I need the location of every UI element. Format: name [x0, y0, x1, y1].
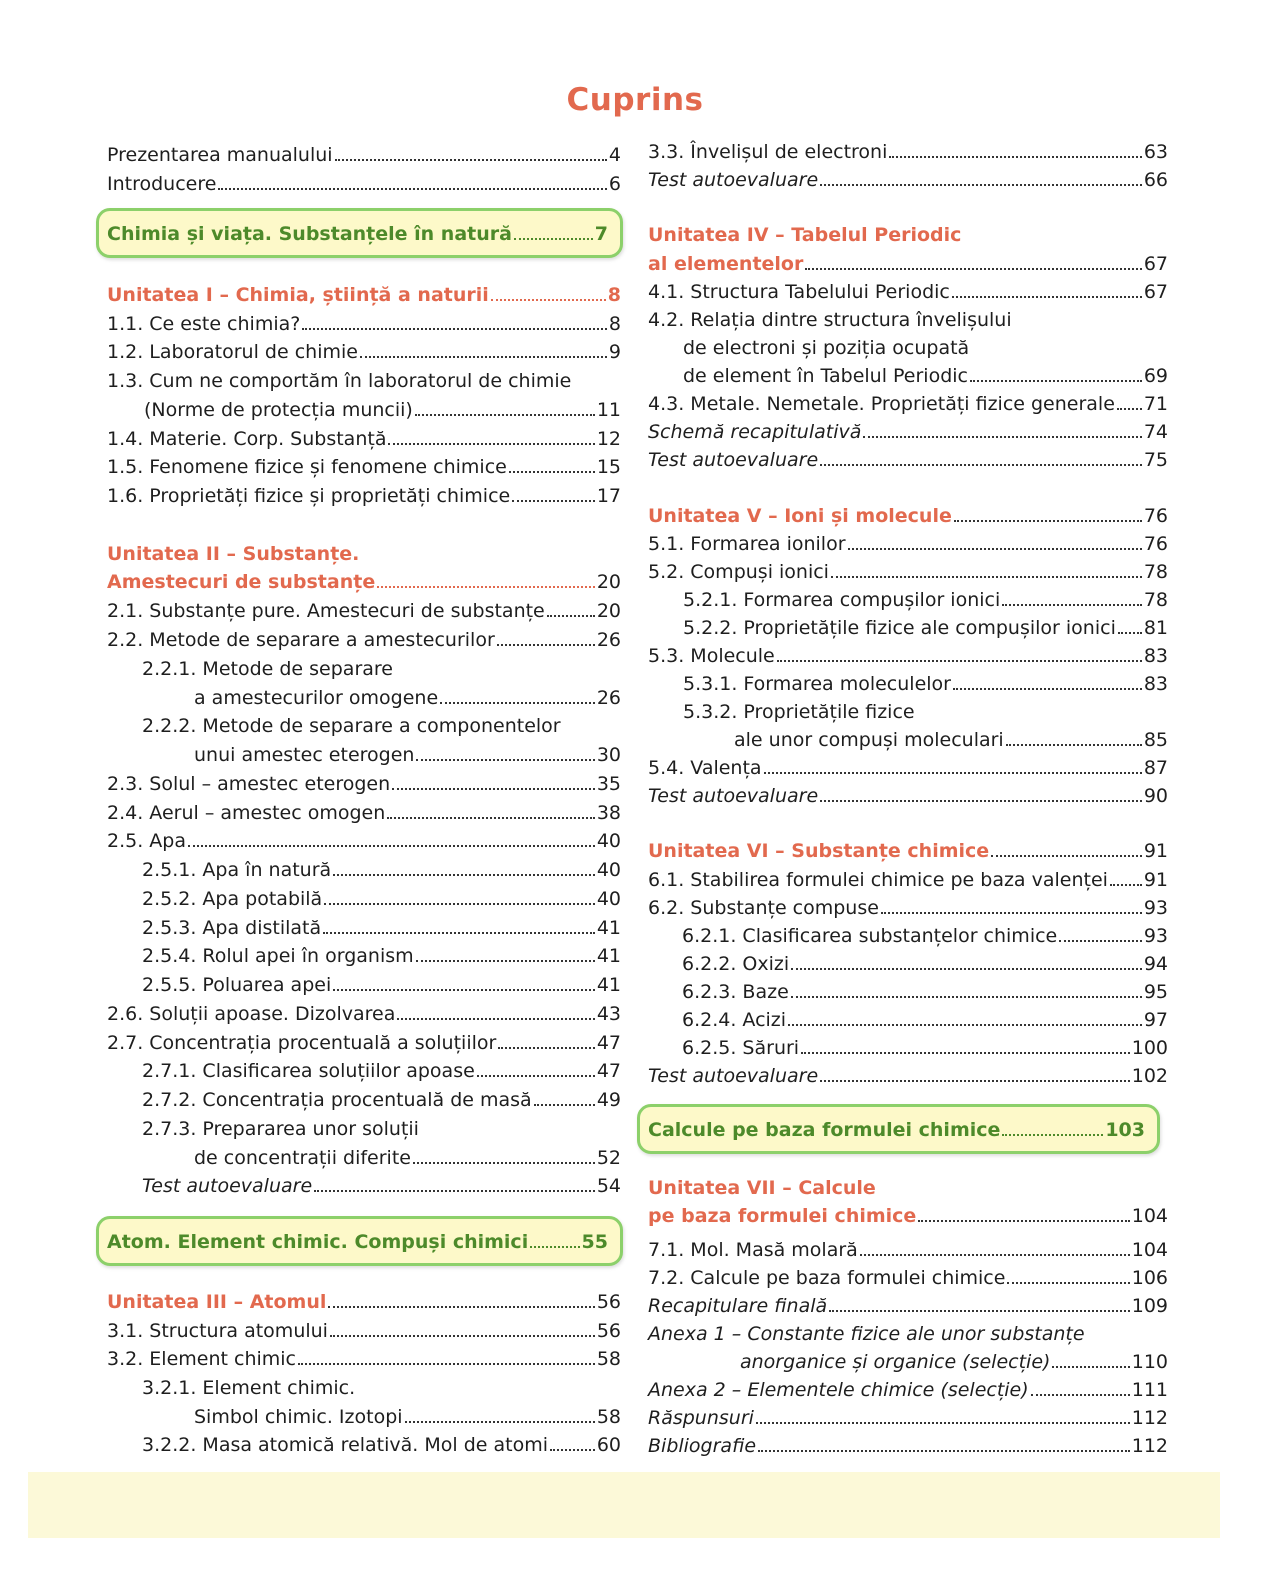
page-number: 93 [1143, 897, 1168, 919]
toc-entry[interactable]: de element în Tabelul Periodic 69 [683, 365, 1168, 387]
page-number: 83 [1143, 673, 1168, 695]
footer-band [28, 1472, 1220, 1538]
page-number: 12 [596, 428, 621, 450]
toc-entry[interactable]: 5.2.1. Formarea compușilor ionici 78 [683, 589, 1168, 611]
toc-entry[interactable]: Test autoevaluare 54 [142, 1175, 621, 1197]
page-number: 69 [1143, 365, 1168, 387]
toc-entry[interactable]: 7.1. Mol. Masă molară 104 [648, 1239, 1168, 1261]
page-number: 58 [596, 1406, 621, 1428]
toc-entry[interactable]: 5.2. Compuși ionici 78 [648, 561, 1168, 583]
toc-entry[interactable]: 2.7. Concentrația procentuală a soluțiilor 47 [107, 1032, 621, 1054]
page-number: 30 [596, 744, 621, 766]
toc-entry[interactable]: 6.2. Substanțe compuse 93 [648, 897, 1168, 919]
toc-entry[interactable]: Test autoevaluare 75 [648, 449, 1168, 471]
page-number: 93 [1143, 925, 1168, 947]
page-number: 75 [1143, 449, 1168, 471]
page-number: 8 [608, 313, 621, 335]
page-number: 60 [596, 1434, 621, 1456]
toc-entry[interactable]: 2.6. Soluții apoase. Dizolvarea 43 [107, 1003, 621, 1025]
page-number: 78 [1143, 589, 1168, 611]
toc-entry[interactable]: 1.4. Materie. Corp. Substanță 12 [107, 428, 621, 450]
toc-entry[interactable]: 6.2.1. Clasificarea substanțelor chimice 93 [682, 925, 1168, 947]
section-banner[interactable]: Atom. Element chimic. Compuși chimici 55 [96, 1216, 623, 1266]
toc-entry[interactable]: Recapitulare finală 109 [648, 1295, 1168, 1317]
toc-entry[interactable]: 3.2.1. Element chimic. [142, 1377, 356, 1399]
page-number: 83 [1143, 645, 1168, 667]
page-number: 40 [596, 888, 621, 910]
toc-entry[interactable]: unui amestec eterogen 30 [194, 744, 621, 766]
page-number: 7 [594, 223, 608, 245]
toc-entry[interactable]: 5.2.2. Proprietățile fizice ale compușilor ionici 81 [683, 617, 1168, 639]
page-number: 87 [1143, 757, 1168, 779]
toc-entry[interactable]: 2.7.1. Clasificarea soluțiilor apoase 47 [142, 1060, 621, 1082]
page-number: 95 [1143, 981, 1168, 1003]
page-number: 41 [596, 917, 621, 939]
page-number: 40 [596, 830, 621, 852]
page-number: 103 [1105, 1119, 1145, 1141]
page-number: 43 [596, 1003, 621, 1025]
toc-entry[interactable]: 2.4. Aerul – amestec omogen 38 [107, 802, 621, 824]
page-number: 97 [1143, 1009, 1168, 1031]
toc-entry[interactable]: 2.5.1. Apa în natură 40 [142, 859, 621, 881]
page-number: 112 [1131, 1407, 1168, 1429]
toc-entry[interactable]: 1.2. Laboratorul de chimie 9 [107, 341, 621, 363]
page-number: 90 [1143, 785, 1168, 807]
unit-heading[interactable]: Unitatea VII – Calcule [648, 1177, 876, 1199]
toc-entry[interactable]: 5.1. Formarea ionilor 76 [648, 533, 1168, 555]
page-number: 104 [1131, 1239, 1168, 1261]
page-number: 41 [596, 945, 621, 967]
unit-heading[interactable]: pe baza formulei chimice 104 [648, 1205, 1168, 1227]
toc-entry[interactable]: 3.1. Structura atomului 56 [107, 1320, 621, 1342]
toc-entry[interactable]: 2.7.3. Prepararea unor soluții [142, 1118, 419, 1140]
page-number: 38 [596, 802, 621, 824]
page-number: 47 [596, 1060, 621, 1082]
toc-entry[interactable]: 4.2. Relația dintre structura învelișului [648, 309, 1012, 331]
unit-heading[interactable]: Unitatea I – Chimia, știință a naturii 8 [107, 284, 621, 306]
toc-entry[interactable]: Test autoevaluare 102 [648, 1065, 1168, 1087]
unit-heading[interactable]: Unitatea II – Substanțe. [107, 543, 360, 565]
toc-entry[interactable]: Schemă recapitulativă 74 [648, 421, 1168, 443]
toc-entry[interactable]: 1.1. Ce este chimia? 8 [107, 313, 621, 335]
toc-entry[interactable]: Prezentarea manualului 4 [107, 144, 621, 166]
toc-entry[interactable]: Anexa 2 – Elementele chimice (selecție) 111 [648, 1379, 1168, 1401]
toc-entry[interactable]: Introducere 6 [107, 173, 621, 195]
toc-entry[interactable]: 5.4. Valența 87 [648, 757, 1168, 779]
toc-entry[interactable]: 1.6. Proprietăți fizice și proprietăți chimice 17 [107, 485, 621, 507]
toc-entry[interactable]: 2.2.2. Metode de separare a componentelor [142, 715, 561, 737]
toc-entry[interactable]: 3.2.2. Masa atomică relativă. Mol de atomi 60 [142, 1434, 621, 1456]
page-number: 35 [596, 773, 621, 795]
page-number: 63 [1143, 141, 1168, 163]
page-number: 8 [607, 284, 621, 306]
toc-entry[interactable]: Anexa 1 – Constante fizice ale unor substanțe [648, 1323, 1085, 1345]
page-number: 52 [596, 1147, 621, 1169]
toc-entry[interactable]: 2.5.5. Poluarea apei 41 [142, 974, 621, 996]
page-number: 47 [596, 1032, 621, 1054]
page-number: 67 [1143, 253, 1168, 275]
unit-heading[interactable]: Unitatea III – Atomul 56 [107, 1291, 621, 1313]
page-number: 41 [596, 974, 621, 996]
toc-entry[interactable]: 5.3.1. Formarea moleculelor 83 [683, 673, 1168, 695]
unit-heading[interactable]: Unitatea VI – Substanțe chimice 91 [648, 840, 1168, 862]
page-number: 17 [596, 485, 621, 507]
toc-entry[interactable]: 2.5.2. Apa potabilă 40 [142, 888, 621, 910]
page-number: 56 [596, 1320, 621, 1342]
page-number: 54 [596, 1175, 621, 1197]
toc-entry[interactable]: 2.2.1. Metode de separare [142, 658, 393, 680]
toc-entry[interactable]: 2.3. Solul – amestec eterogen 35 [107, 773, 621, 795]
page-number: 11 [596, 399, 621, 421]
page-number: 40 [596, 859, 621, 881]
toc-entry[interactable]: 2.7.2. Concentrația procentuală de masă 49 [142, 1089, 621, 1111]
page-number: 74 [1143, 421, 1168, 443]
page-title: Cuprins [566, 82, 704, 118]
toc-entry[interactable]: Simbol chimic. Izotopi 58 [194, 1406, 621, 1428]
page-number: 94 [1143, 953, 1168, 975]
toc-entry[interactable]: Test autoevaluare 66 [648, 169, 1168, 191]
page-number: 26 [596, 629, 621, 651]
toc-entry[interactable]: Răspunsuri 112 [648, 1407, 1168, 1429]
toc-entry[interactable]: 5.3. Molecule 83 [648, 645, 1168, 667]
toc-entry[interactable]: 2.5.3. Apa distilată 41 [142, 917, 621, 939]
toc-entry[interactable]: 2.5. Apa 40 [107, 830, 621, 852]
toc-entry[interactable]: 4.3. Metale. Nemetale. Proprietăți fizice generale 71 [648, 393, 1168, 415]
toc-entry[interactable]: Test autoevaluare 90 [648, 785, 1168, 807]
toc-entry[interactable]: (Norme de protecția muncii) 11 [144, 399, 621, 421]
toc-entry[interactable]: 7.2. Calcule pe baza formulei chimice 106 [648, 1267, 1168, 1289]
page-number: 20 [596, 571, 621, 593]
page-number: 76 [1143, 533, 1168, 555]
unit-heading[interactable]: Unitatea V – Ioni și molecule 76 [648, 505, 1168, 527]
page-number: 55 [581, 1231, 608, 1253]
page-number: 20 [596, 600, 621, 622]
page-number: 6 [608, 173, 621, 195]
page-number: 111 [1131, 1379, 1168, 1401]
toc-entry[interactable]: Bibliografie 112 [648, 1435, 1168, 1457]
page-number: 100 [1131, 1037, 1168, 1059]
page-number: 58 [596, 1348, 621, 1370]
page-number: 49 [596, 1089, 621, 1111]
page-number: 67 [1143, 281, 1168, 303]
page-number: 85 [1143, 729, 1168, 751]
toc-entry[interactable]: a amestecurilor omogene 26 [194, 687, 621, 709]
page-number: 81 [1143, 617, 1168, 639]
toc-entry[interactable]: ale unor compuși moleculari 85 [734, 729, 1168, 751]
toc-entry[interactable]: 6.2.5. Săruri 100 [682, 1037, 1168, 1059]
page-number: 26 [596, 687, 621, 709]
page-number: 9 [608, 341, 621, 363]
page-number: 102 [1131, 1065, 1168, 1087]
page-number: 66 [1143, 169, 1168, 191]
toc-entry[interactable]: 2.5.4. Rolul apei în organism 41 [142, 945, 621, 967]
toc-entry[interactable]: 6.2.4. Acizi 97 [682, 1009, 1168, 1031]
page-number: 76 [1143, 505, 1168, 527]
section-banner[interactable]: Calcule pe baza formulei chimice 103 [637, 1104, 1160, 1154]
toc-entry[interactable]: 6.1. Stabilirea formulei chimice pe baza valenței 91 [648, 869, 1168, 891]
page-number: 91 [1143, 869, 1168, 891]
section-banner[interactable]: Chimia și viața. Substanțele în natură 7 [96, 208, 623, 258]
page-number: 15 [596, 456, 621, 478]
unit-heading[interactable]: al elementelor 67 [648, 253, 1168, 275]
toc-entry[interactable]: de concentrații diferite 52 [194, 1147, 621, 1169]
toc-entry[interactable]: 6.2.3. Baze 95 [682, 981, 1168, 1003]
unit-heading[interactable]: Amestecuri de substanțe 20 [107, 571, 621, 593]
toc-entry[interactable]: 3.2. Element chimic 58 [107, 1348, 621, 1370]
page-number: 56 [596, 1291, 621, 1313]
page-number: 78 [1143, 561, 1168, 583]
page-number: 106 [1131, 1267, 1168, 1289]
toc-entry[interactable]: 6.2.2. Oxizi 94 [682, 953, 1168, 975]
page-number: 110 [1131, 1351, 1168, 1373]
unit-heading[interactable]: Unitatea IV – Tabelul Periodic [648, 224, 962, 246]
toc-entry[interactable]: 1.5. Fenomene fizice și fenomene chimice 15 [107, 456, 621, 478]
toc-entry[interactable]: 4.1. Structura Tabelului Periodic 67 [648, 281, 1168, 303]
page-number: 104 [1131, 1205, 1168, 1227]
toc-entry[interactable]: 2.1. Substanțe pure. Amestecuri de substanțe 20 [107, 600, 621, 622]
page-number: 91 [1143, 840, 1168, 862]
toc-entry[interactable]: 2.2. Metode de separare a amestecurilor 26 [107, 629, 621, 651]
toc-entry[interactable]: 1.3. Cum ne comportăm în laboratorul de chimie [107, 370, 572, 392]
page-number: 112 [1131, 1435, 1168, 1457]
page-number: 71 [1143, 393, 1168, 415]
toc-entry[interactable]: anorganice și organice (selecție) 110 [740, 1351, 1168, 1373]
toc-entry[interactable]: 3.3. Învelișul de electroni 63 [648, 141, 1168, 163]
page-number: 109 [1131, 1295, 1168, 1317]
toc-entry[interactable]: de electroni și poziția ocupată [683, 337, 970, 359]
page-number: 4 [608, 144, 621, 166]
toc-entry[interactable]: 5.3.2. Proprietățile fizice [683, 701, 915, 723]
